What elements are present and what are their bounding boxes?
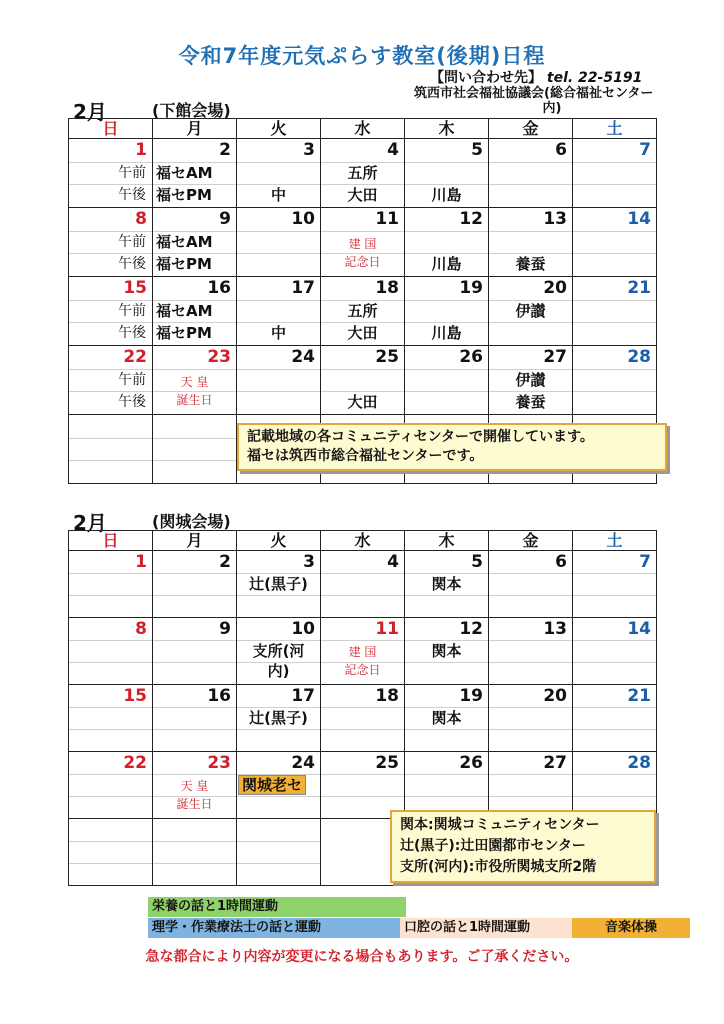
day-cell bbox=[405, 208, 488, 276]
holiday-label: 建 国 bbox=[348, 645, 377, 659]
day-cell bbox=[489, 551, 572, 617]
weekday-tue: 火 bbox=[237, 119, 321, 139]
day-number: 18 bbox=[375, 278, 399, 298]
day-number: 7 bbox=[639, 140, 651, 160]
day-number: 11 bbox=[375, 619, 399, 639]
day-number: 17 bbox=[291, 686, 315, 706]
day-cell bbox=[237, 618, 320, 684]
session-entry: 福セAM bbox=[156, 302, 213, 320]
day-cell bbox=[153, 208, 236, 276]
session-entry: 養蚕 bbox=[515, 255, 546, 273]
weekday-header bbox=[69, 531, 657, 551]
day-number: 8 bbox=[135, 209, 147, 229]
day-number: 27 bbox=[543, 347, 567, 367]
day-cell bbox=[489, 618, 572, 684]
day-number: 4 bbox=[387, 140, 399, 160]
session-entry: 川島 bbox=[431, 255, 462, 273]
day-number: 20 bbox=[543, 686, 567, 706]
day-number: 11 bbox=[375, 209, 399, 229]
day-cell bbox=[321, 277, 404, 345]
day-cell bbox=[237, 208, 320, 276]
session-entry: 五所 bbox=[347, 164, 378, 182]
day-cell bbox=[405, 618, 488, 684]
holiday-label: 誕生日 bbox=[176, 797, 213, 811]
day-number: 13 bbox=[543, 209, 567, 229]
day-number: 10 bbox=[291, 209, 315, 229]
session-entry: 関本 bbox=[431, 709, 462, 727]
legend-green: 栄養の話と1時間運動 bbox=[148, 897, 406, 917]
day-cell bbox=[153, 685, 236, 751]
table-row bbox=[69, 139, 657, 208]
session-entry: 福セPM bbox=[156, 324, 212, 342]
session-entry: 関本 bbox=[431, 642, 462, 660]
session-entry: 養蚕 bbox=[515, 393, 546, 411]
day-number: 25 bbox=[375, 753, 399, 773]
table-row bbox=[69, 752, 657, 819]
day-cell bbox=[489, 139, 572, 207]
day-cell bbox=[405, 346, 488, 414]
day-number: 28 bbox=[627, 347, 651, 367]
weekday-thu: 木 bbox=[405, 531, 489, 551]
day-cell bbox=[321, 752, 404, 818]
day-number: 21 bbox=[627, 686, 651, 706]
holiday-label: 建 国 bbox=[348, 237, 377, 251]
day-cell bbox=[405, 752, 488, 818]
session-entry: 福セAM bbox=[156, 233, 213, 251]
day-number: 13 bbox=[543, 619, 567, 639]
session-entry: 川島 bbox=[431, 324, 462, 342]
day-cell bbox=[489, 346, 572, 414]
day-number: 2 bbox=[219, 552, 231, 572]
day-cell bbox=[237, 685, 320, 751]
am-label: 午前 bbox=[118, 372, 146, 388]
day-cell bbox=[69, 139, 152, 207]
holiday-label: 記念日 bbox=[344, 255, 381, 269]
am-label: 午前 bbox=[118, 234, 146, 250]
day-cell bbox=[69, 618, 152, 684]
weekday-wed: 水 bbox=[321, 119, 405, 139]
session-entry: 五所 bbox=[347, 302, 378, 320]
pm-label: 午後 bbox=[118, 394, 146, 410]
pm-label: 午後 bbox=[118, 325, 146, 341]
day-number: 26 bbox=[459, 753, 483, 773]
holiday-label: 記念日 bbox=[344, 663, 381, 677]
note-line: 支所(河内):市役所関城支所2階 bbox=[400, 859, 597, 875]
session-entry: 川島 bbox=[431, 186, 462, 204]
day-number: 27 bbox=[543, 753, 567, 773]
day-number: 22 bbox=[123, 753, 147, 773]
session-entry: 伊讃 bbox=[515, 371, 546, 389]
table-row bbox=[69, 208, 657, 277]
day-number: 7 bbox=[639, 552, 651, 572]
day-number: 5 bbox=[471, 552, 483, 572]
day-cell bbox=[573, 346, 656, 414]
day-number: 16 bbox=[207, 686, 231, 706]
session-entry: 内) bbox=[267, 662, 290, 680]
day-number: 2 bbox=[219, 140, 231, 160]
day-cell bbox=[405, 139, 488, 207]
session-entry: 大田 bbox=[347, 393, 378, 411]
table-row bbox=[69, 346, 657, 415]
weekday-thu: 木 bbox=[405, 119, 489, 139]
day-number: 5 bbox=[471, 140, 483, 160]
day-number: 25 bbox=[375, 347, 399, 367]
day-cell bbox=[489, 208, 572, 276]
shimodate-venue: (下館会場) bbox=[152, 101, 231, 120]
weekday-fri: 金 bbox=[489, 119, 573, 139]
sekijo-venue: (関城会場) bbox=[152, 512, 231, 531]
day-number: 1 bbox=[135, 140, 147, 160]
legend-blue: 理学・作業療法士の話と運動 bbox=[148, 918, 406, 938]
session-entry: 福セAM bbox=[156, 164, 213, 182]
day-cell bbox=[237, 752, 320, 818]
day-number: 15 bbox=[123, 686, 147, 706]
weekday-mon: 月 bbox=[153, 531, 237, 551]
change-notice: 急な都合により内容が変更になる場合もあります。ご了承ください。 bbox=[145, 949, 579, 965]
day-number: 1 bbox=[135, 552, 147, 572]
day-cell bbox=[321, 346, 404, 414]
day-number: 10 bbox=[291, 619, 315, 639]
day-cell bbox=[153, 752, 236, 818]
weekday-header bbox=[69, 119, 657, 139]
day-number: 26 bbox=[459, 347, 483, 367]
day-cell bbox=[69, 551, 152, 617]
day-cell bbox=[153, 277, 236, 345]
session-entry: 辻(黒子) bbox=[249, 575, 308, 593]
day-number: 3 bbox=[303, 140, 315, 160]
pm-label: 午後 bbox=[118, 187, 146, 203]
day-number: 14 bbox=[627, 619, 651, 639]
day-cell bbox=[321, 685, 404, 751]
day-cell bbox=[573, 208, 656, 276]
weekday-sun: 日 bbox=[69, 531, 153, 551]
day-number: 6 bbox=[555, 552, 567, 572]
weekday-tue: 火 bbox=[237, 531, 321, 551]
day-cell bbox=[153, 618, 236, 684]
am-label: 午前 bbox=[118, 303, 146, 319]
holiday-label: 天 皇 bbox=[180, 779, 209, 793]
day-cell bbox=[573, 685, 656, 751]
day-number: 12 bbox=[459, 619, 483, 639]
day-cell bbox=[237, 139, 320, 207]
contact-tel: tel. 22-5191 bbox=[546, 70, 643, 86]
day-cell bbox=[489, 685, 572, 751]
day-number: 23 bbox=[207, 753, 231, 773]
session-entry: 辻(黒子) bbox=[249, 709, 308, 727]
day-cell bbox=[405, 551, 488, 617]
day-number: 15 bbox=[123, 278, 147, 298]
day-cell bbox=[573, 618, 656, 684]
day-number: 24 bbox=[291, 347, 315, 367]
day-number: 9 bbox=[219, 209, 231, 229]
day-cell bbox=[237, 277, 320, 345]
am-label: 午前 bbox=[118, 165, 146, 181]
day-number: 3 bbox=[303, 552, 315, 572]
day-number: 19 bbox=[459, 686, 483, 706]
day-cell bbox=[69, 208, 152, 276]
day-cell bbox=[153, 139, 236, 207]
day-number: 17 bbox=[291, 278, 315, 298]
shimodate-month: 2月 bbox=[73, 100, 107, 124]
weekday-fri: 金 bbox=[489, 531, 573, 551]
session-entry: 関本 bbox=[431, 575, 462, 593]
day-number: 16 bbox=[207, 278, 231, 298]
legend-orange: 音楽体操 bbox=[572, 918, 690, 938]
day-cell bbox=[573, 752, 656, 818]
note-line: 辻(黒子):辻田園都市センター bbox=[400, 838, 586, 854]
page-title: 令和7年度元気ぷらす教室(後期)日程 bbox=[178, 44, 546, 68]
day-cell bbox=[405, 277, 488, 345]
session-entry: 大田 bbox=[347, 324, 378, 342]
weekday-sat: 土 bbox=[573, 119, 657, 139]
session-entry: 支所(河 bbox=[252, 642, 305, 660]
weekday-mon: 月 bbox=[153, 119, 237, 139]
day-number: 18 bbox=[375, 686, 399, 706]
sekijo-note bbox=[390, 810, 656, 883]
day-cell bbox=[321, 139, 404, 207]
day-cell bbox=[237, 346, 320, 414]
contact-org bbox=[414, 86, 690, 116]
day-cell bbox=[489, 277, 572, 345]
session-entry: 福セPM bbox=[156, 255, 212, 273]
day-number: 6 bbox=[555, 140, 567, 160]
day-cell bbox=[69, 277, 152, 345]
day-number: 14 bbox=[627, 209, 651, 229]
weekday-sun: 日 bbox=[69, 119, 153, 139]
day-cell bbox=[405, 685, 488, 751]
session-entry: 福セPM bbox=[156, 186, 212, 204]
day-number: 24 bbox=[291, 753, 315, 773]
contact-info bbox=[430, 67, 642, 87]
table-row bbox=[69, 277, 657, 346]
table-row bbox=[69, 685, 657, 752]
day-number: 28 bbox=[627, 753, 651, 773]
sekijo-month: 2月 bbox=[73, 511, 107, 535]
day-number: 12 bbox=[459, 209, 483, 229]
shimodate-note bbox=[237, 423, 667, 471]
day-number: 19 bbox=[459, 278, 483, 298]
contact-org-line2: 内) bbox=[542, 101, 562, 116]
day-cell bbox=[321, 551, 404, 617]
day-cell bbox=[489, 752, 572, 818]
day-cell bbox=[237, 551, 320, 617]
pm-label: 午後 bbox=[118, 256, 146, 272]
day-number: 9 bbox=[219, 619, 231, 639]
note-line: 関本:関城コミュニティセンター bbox=[400, 817, 600, 833]
day-number: 4 bbox=[387, 552, 399, 572]
day-cell bbox=[153, 346, 236, 414]
session-entry: 中 bbox=[270, 186, 286, 204]
day-cell bbox=[573, 551, 656, 617]
note-line: 記載地域の各コミュニティセンターで開催しています。 bbox=[247, 429, 594, 445]
session-entry: 伊讃 bbox=[515, 302, 546, 320]
contact-org-line1: 筑西市社会福祉協議会(総合福祉センター bbox=[414, 86, 654, 101]
session-entry: 中 bbox=[270, 324, 286, 342]
table-row bbox=[69, 551, 657, 618]
day-cell bbox=[321, 208, 404, 276]
day-cell bbox=[321, 618, 404, 684]
day-number: 22 bbox=[123, 347, 147, 367]
weekday-wed: 水 bbox=[321, 531, 405, 551]
note-line: 福セは筑西市総合福祉センターです。 bbox=[247, 448, 484, 464]
table-row bbox=[69, 618, 657, 685]
day-cell bbox=[69, 752, 152, 818]
session-entry: 大田 bbox=[347, 186, 378, 204]
holiday-label: 誕生日 bbox=[176, 393, 213, 407]
legend-peach: 口腔の話と1時間運動 bbox=[400, 918, 578, 938]
day-cell bbox=[69, 346, 152, 414]
contact-label: 【問い合わせ先】 bbox=[430, 70, 542, 86]
day-cell bbox=[573, 277, 656, 345]
day-cell bbox=[153, 551, 236, 617]
day-number: 20 bbox=[543, 278, 567, 298]
day-number: 23 bbox=[207, 347, 231, 367]
day-cell bbox=[573, 139, 656, 207]
session-entry: 関城老セ bbox=[238, 775, 306, 795]
holiday-label: 天 皇 bbox=[180, 375, 209, 389]
weekday-sat: 土 bbox=[573, 531, 657, 551]
day-number: 21 bbox=[627, 278, 651, 298]
day-number: 8 bbox=[135, 619, 147, 639]
day-cell bbox=[69, 685, 152, 751]
